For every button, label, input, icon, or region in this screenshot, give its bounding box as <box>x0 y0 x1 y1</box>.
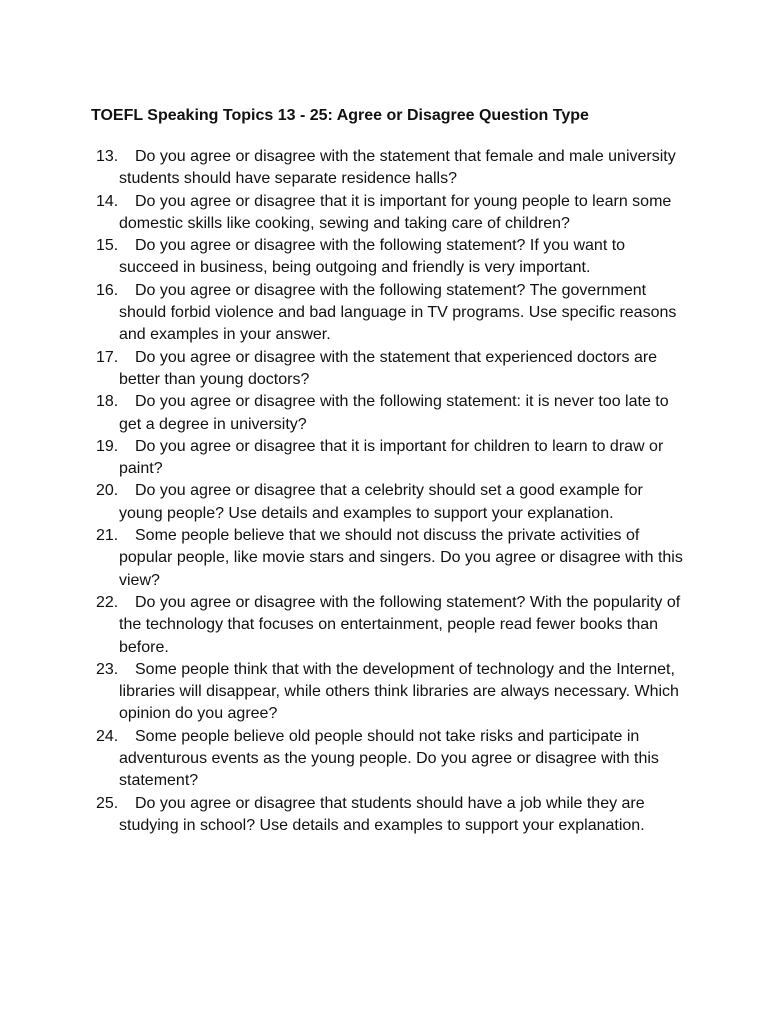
question-number: 20. <box>96 482 119 500</box>
question-item <box>96 436 686 481</box>
question-number: 25. <box>96 794 119 812</box>
question-item <box>96 191 686 236</box>
question-item <box>96 793 686 838</box>
question-number: 24. <box>96 727 119 745</box>
question-number: 14. <box>96 192 119 210</box>
question-number: 21. <box>96 527 119 545</box>
question-item <box>96 480 686 525</box>
question-text: Some people believe that we should not discuss the private activities of popular people, like movie stars and singers. Do you agree or disagree with this view? <box>119 527 683 589</box>
question-text: Some people think that with the development of technology and the Internet, libraries will disappear, while others think libraries are always necessary. Which opinion do you agree? <box>119 660 679 723</box>
question-number: 17. <box>96 348 119 366</box>
question-text: Do you agree or disagree with the following statement? With the popularity of the technology that focuses on entertainment, people read fewer books than before. <box>119 593 681 656</box>
question-number: 19. <box>96 437 119 455</box>
question-text: Do you agree or disagree that it is important for children to learn to draw or paint? <box>119 437 664 478</box>
question-item <box>96 347 686 392</box>
question-item <box>96 146 686 191</box>
question-text: Do you agree or disagree that students should have a job while they are studying in school? Use details and examples to support your explanation. <box>119 794 645 834</box>
question-number: 13. <box>96 148 119 165</box>
question-list <box>96 146 686 837</box>
question-item <box>96 592 686 659</box>
question-text: Do you agree or disagree with the following statement: it is never too late to get a degree in university? <box>119 393 669 433</box>
question-number: 22. <box>96 593 119 611</box>
question-text: Do you agree or disagree that it is important for young people to learn some domestic skills like cooking, sewing and taking care of children? <box>119 192 672 232</box>
question-item <box>96 525 686 592</box>
question-number: 16. <box>96 281 119 299</box>
question-text: Do you agree or disagree with the following statement? The government should forbid violence and bad language in TV programs. Use specific reasons and examples in your answer. <box>119 281 677 344</box>
question-text: Some people believe old people should not take risks and participate in adventurous events as the young people. Do you agree or disagree with this statement? <box>119 727 659 790</box>
question-text: Do you agree or disagree that a celebrity should set a good example for young people? Use details and examples to support your explanation. <box>119 482 643 522</box>
question-number: 23. <box>96 660 119 678</box>
question-number: 18. <box>96 393 119 411</box>
question-item <box>96 659 686 726</box>
document-title: TOEFL Speaking Topics 13 - 25: Agree or Disagree Question Type <box>91 107 589 124</box>
question-item <box>96 391 686 436</box>
question-text: Do you agree or disagree with the following statement? If you want to succeed in business, being outgoing and friendly is very important. <box>119 237 626 277</box>
question-text: Do you agree or disagree with the statement that experienced doctors are better than young doctors? <box>119 348 658 388</box>
question-text: Do you agree or disagree with the statement that female and male university students should have separate residence halls? <box>119 148 676 188</box>
question-number: 15. <box>96 237 119 255</box>
question-item <box>96 280 686 347</box>
question-item <box>96 726 686 793</box>
question-item <box>96 235 686 280</box>
